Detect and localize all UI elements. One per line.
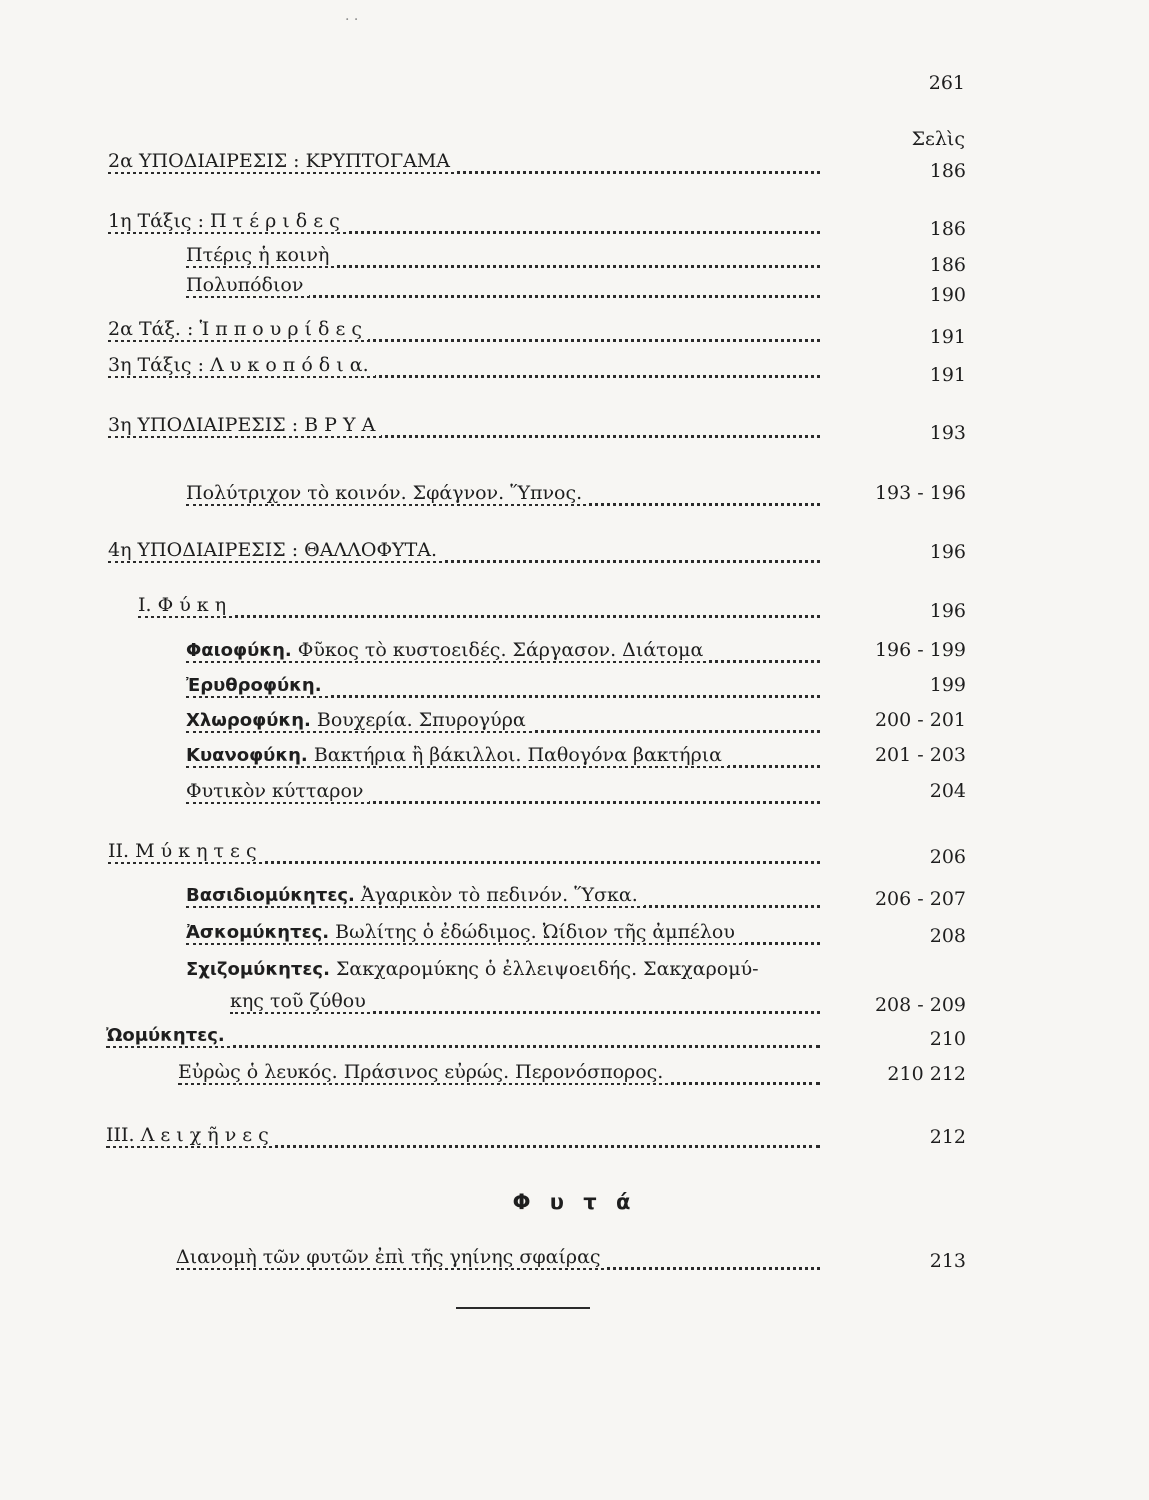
toc-entry-leichhnes: III. Λ ε ι χ ῆ ν ε ς 212: [106, 1124, 966, 1154]
toc-entry-fykh: I. Φ ύ κ η 196: [138, 594, 966, 622]
toc-entry-brya: 3η ΥΠΟΔΙΑΙΡΕΣΙΣ : Β Ρ Υ Α 193: [108, 414, 966, 444]
toc-entry-kyanophykh: Κυανοφύκη. Βακτήρια ἢ βάκιλλοι. Παθογόνα βακτήρια 201 - 203: [186, 744, 966, 774]
toc-entry-thallophyta: 4η ΥΠΟΔΙΑΙΡΕΣΙΣ : ΘΑΛΛΟΦΥΤΑ. 196: [108, 539, 966, 569]
toc-entry-oomykhtes: Ὠομύκητες. 210: [106, 1024, 966, 1054]
toc-entry-mykhtes: II. Μ ύ κ η τ ε ς 206: [108, 840, 966, 868]
section-title-phyta: Φ υ τ ά: [512, 1190, 637, 1214]
toc-entry-eyros: Εὐρὼς ὁ λευκός. Πράσινος εὐρώς. Περονόσπορος. 210 212: [178, 1061, 966, 1091]
toc-entry-phaiophykh: Φαιοφύκη. Φῦκος τὸ κυστοειδές. Σάργασον. Διάτομα 196 - 199: [186, 639, 966, 669]
top-mark: · ·: [345, 12, 359, 28]
toc-entry-pterides: 1η Τάξις : Π τ έ ρ ι δ ε ς 186: [108, 210, 966, 240]
toc-entry-schizomykhtes-line2: κης τοῦ ζύθου 208 - 209: [230, 990, 966, 1020]
toc-entry-lykopodia: 3η Τάξις : Λ υ κ ο π ό δ ι α. 191: [108, 354, 966, 386]
toc-entry-kyttaron: Φυτικὸν κύτταρον 204: [186, 780, 966, 810]
toc-entry-polypodion: Πολυπόδιον 190: [186, 274, 966, 306]
toc-entry-askomykhtes: Ἀσκομύκητες. Βωλίτης ὁ ἐδώδιμος. Ὠίδιον τῆς ἀμπέλου 208: [186, 921, 966, 951]
page-number: 261: [928, 72, 965, 94]
closing-rule: [456, 1307, 590, 1309]
toc-entry-basidiomykhtes: Βασιδιομύκητες. Ἀγαρικὸν τὸ πεδινόν. Ὕσκα. 206 - 207: [186, 884, 966, 914]
toc-entry-erythrophykh: Ἐρυθροφύκη. 199: [186, 674, 966, 704]
column-header-page: Σελὶς: [911, 128, 965, 150]
toc-entry-kryptogama: 2α ΥΠΟΔΙΑΙΡΕΣΙΣ : ΚΡΥΠΤΟΓΑΜΑ 186: [108, 150, 966, 182]
toc-entry-schizomykhtes-line1: Σχιζομύκητες. Σακχαρομύκης ὁ ἐλλειψοειδής. Σακχαρομύ-: [186, 958, 759, 980]
toc-entry-dianomh: Διανομὴ τῶν φυτῶν ἐπὶ τῆς γηίνης σφαίρας 213: [176, 1246, 966, 1276]
toc-entry-chlorophykh: Χλωροφύκη. Βουχερία. Σπυρογύρα 200 - 201: [186, 709, 966, 739]
toc-entry-pteris: Πτέρις ἡ κοινὴ 186: [186, 244, 966, 276]
toc-entry-polytrichon: Πολύτριχον τὸ κοινόν. Σφάγνον. Ὕπνος. 193 - 196: [186, 482, 966, 512]
toc-entry-ippourides: 2α Τάξ. : Ἱ π π ο υ ρ ί δ ε ς 191: [108, 318, 966, 348]
